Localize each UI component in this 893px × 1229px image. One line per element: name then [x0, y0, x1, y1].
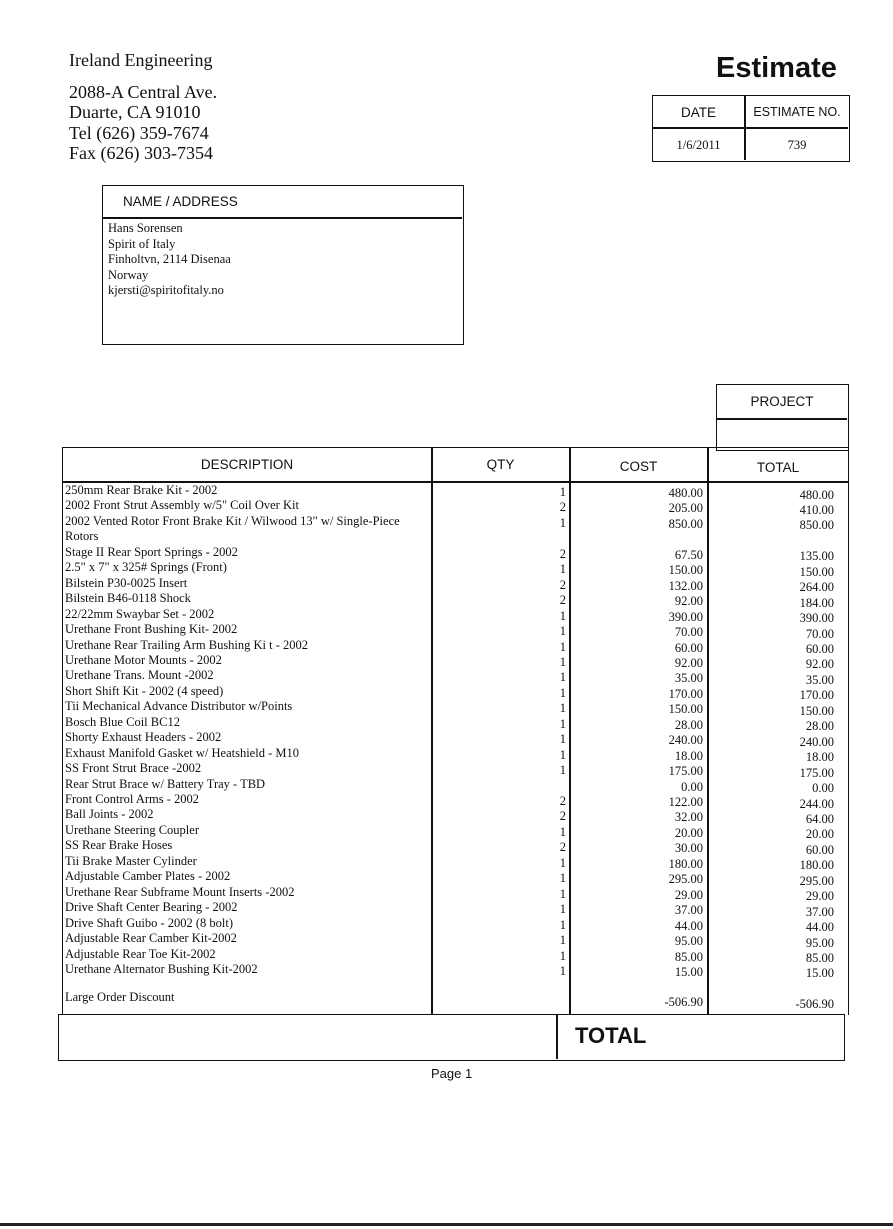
row-description: 250mm Rear Brake Kit - 2002 — [65, 483, 218, 497]
row-cost: 29.00 — [674, 887, 703, 902]
row-description: Adjustable Rear Camber Kit-2002 — [65, 931, 237, 946]
row-qty: 1 — [559, 716, 566, 731]
row-qty: 2 — [559, 577, 566, 592]
address-line: Spirit of Italy — [108, 236, 176, 251]
estimate-number-label: ESTIMATE NO. — [753, 105, 841, 119]
row-cost: 32.00 — [674, 810, 703, 825]
row-qty: 1 — [559, 685, 566, 700]
row-qty: 1 — [559, 871, 566, 886]
row-cost: 0.00 — [681, 779, 703, 794]
row-total: 29.00 — [805, 889, 834, 904]
row-total: 135.00 — [799, 549, 834, 564]
row-total: 264.00 — [799, 580, 834, 595]
row-cost: 150.00 — [668, 563, 703, 578]
row-total: 240.00 — [799, 734, 834, 749]
row-qty: 1 — [559, 963, 566, 978]
row-qty: 1 — [559, 948, 566, 963]
company-address1: 2088-A Central Ave. — [69, 81, 218, 102]
row-cost: 295.00 — [668, 872, 703, 887]
row-cost: 85.00 — [674, 949, 703, 964]
row-total: 60.00 — [805, 642, 834, 656]
row-description: Bosch Blue Coil BC12 — [65, 714, 180, 729]
estimate-number-value: 739 — [787, 138, 807, 152]
row-description: Urethane Trans. Mount -2002 — [65, 668, 214, 683]
row-description: Tii Brake Master Cylinder — [65, 853, 197, 868]
row-cost: 92.00 — [674, 655, 703, 670]
row-description: Rear Strut Brace w/ Battery Tray - TBD — [65, 776, 266, 791]
row-qty: 1 — [559, 639, 566, 654]
row-total: 28.00 — [805, 719, 834, 734]
scan-edge-divider — [0, 1223, 893, 1226]
row-cost: 95.00 — [674, 934, 703, 949]
row-cost: 28.00 — [674, 717, 703, 732]
discount-description: Large Order Discount — [65, 990, 175, 1004]
row-description: Front Control Arms - 2002 — [65, 792, 200, 806]
company-address2: Duarte, CA 91010 — [69, 102, 201, 122]
row-cost: 170.00 — [668, 686, 703, 701]
row-cost: 35.00 — [674, 671, 703, 686]
row-qty: 2 — [559, 500, 566, 515]
row-qty: 1 — [559, 917, 566, 932]
row-qty: 1 — [559, 855, 566, 870]
row-total: 18.00 — [805, 750, 834, 765]
row-qty: 1 — [559, 747, 566, 762]
row-cost: 44.00 — [674, 918, 703, 933]
address-line: Finholtvn, 2114 Disenaa — [108, 252, 231, 266]
row-total: 85.00 — [805, 951, 834, 965]
company-name: Ireland Engineering — [69, 50, 213, 70]
row-description: 22/22mm Swaybar Set - 2002 — [65, 606, 215, 621]
row-qty: 2 — [559, 809, 566, 824]
row-total: 15.00 — [805, 966, 834, 981]
row-cost: 240.00 — [668, 733, 703, 748]
row-cost: 122.00 — [668, 795, 703, 809]
row-description: SS Front Strut Brace -2002 — [65, 761, 202, 776]
row-total: 850.00 — [799, 518, 834, 533]
row-description: Drive Shaft Guibo - 2002 (8 bolt) — [65, 915, 234, 930]
row-qty: 1 — [559, 763, 566, 778]
row-description: SS Rear Brake Hoses — [65, 838, 173, 853]
row-cost: 92.00 — [674, 594, 703, 609]
row-cost: 150.00 — [668, 702, 703, 717]
row-qty: 2 — [559, 840, 566, 855]
row-cost: 60.00 — [674, 640, 703, 655]
row-description: 2002 Vented Rotor Front Brake Kit / Wilwood 13" w/ Single-Piece — [65, 513, 400, 528]
address-line: kjersti@spiritofitaly.no — [108, 283, 224, 297]
row-description: Urethane Steering Coupler — [65, 822, 199, 837]
column-header-qty: QTY — [486, 457, 515, 472]
row-qty: 1 — [559, 515, 566, 530]
row-qty: 2 — [559, 593, 566, 608]
column-header-cost: COST — [619, 459, 658, 474]
discount-cost: -506.90 — [664, 995, 703, 1009]
row-cost: 205.00 — [668, 501, 703, 516]
address-line: Norway — [108, 267, 149, 282]
row-total: 184.00 — [799, 595, 834, 610]
row-cost: 20.00 — [674, 825, 703, 840]
column-header-description: DESCRIPTION — [200, 457, 294, 472]
row-total: 92.00 — [805, 657, 834, 672]
row-total: 20.00 — [805, 827, 834, 842]
row-cost: 67.50 — [674, 547, 703, 562]
row-total: 60.00 — [805, 842, 834, 857]
page-number: Page 1 — [431, 1066, 473, 1081]
row-total: 170.00 — [799, 688, 834, 703]
row-qty: 1 — [559, 824, 566, 839]
row-total: 180.00 — [799, 858, 834, 873]
row-description: Ball Joints - 2002 — [65, 807, 154, 822]
row-cost: 480.00 — [668, 486, 703, 500]
row-description: Urethane Rear Subframe Mount Inserts -2002 — [65, 884, 295, 899]
row-qty: 1 — [559, 670, 566, 685]
row-description: Urethane Motor Mounts - 2002 — [65, 652, 222, 667]
company-fax: Fax (626) 303-7354 — [69, 143, 213, 163]
name-address-box — [102, 185, 464, 345]
row-total: 35.00 — [805, 672, 834, 687]
row-description: Exhaust Manifold Gasket w/ Heatshield - M10 — [65, 745, 299, 760]
row-total: 64.00 — [805, 811, 834, 826]
row-cost: 15.00 — [674, 964, 703, 979]
row-description: Adjustable Camber Plates - 2002 — [65, 869, 231, 884]
row-description: Drive Shaft Center Bearing - 2002 — [65, 900, 238, 915]
row-qty: 1 — [559, 485, 566, 499]
row-qty: 1 — [559, 732, 566, 747]
document-title: Estimate — [716, 52, 837, 84]
total-box — [58, 1014, 845, 1061]
row-description: Shorty Exhaust Headers - 2002 — [65, 730, 222, 745]
row-total: 175.00 — [799, 765, 834, 780]
row-qty: 1 — [559, 701, 566, 716]
row-total: 37.00 — [805, 904, 834, 919]
row-description: Urethane Front Bushing Kit- 2002 — [65, 622, 238, 637]
row-description: Bilstein P30-0025 Insert — [65, 575, 188, 590]
row-qty: 1 — [559, 886, 566, 901]
company-block — [69, 50, 217, 164]
row-qty: 1 — [559, 624, 566, 639]
row-total: 0.00 — [812, 781, 834, 796]
row-description: Short Shift Kit - 2002 (4 speed) — [65, 683, 224, 698]
row-total: 44.00 — [805, 920, 834, 935]
row-qty: 1 — [559, 902, 566, 917]
row-total: 70.00 — [805, 626, 834, 641]
row-cost: 18.00 — [674, 748, 703, 763]
row-description: Rotors — [65, 529, 99, 544]
row-description: Adjustable Rear Toe Kit-2002 — [65, 946, 216, 961]
row-total: 295.00 — [799, 873, 834, 888]
row-description: Bilstein B46-0118 Shock — [65, 591, 191, 606]
row-qty: 1 — [559, 608, 566, 623]
discount-total: -506.90 — [795, 997, 834, 1011]
row-description: Stage II Rear Sport Springs - 2002 — [65, 544, 238, 559]
row-total: 150.00 — [799, 564, 834, 579]
row-description: 2002 Front Strut Assembly w/5" Coil Over Kit — [65, 498, 299, 513]
date-label: DATE — [680, 105, 716, 120]
project-label: PROJECT — [750, 394, 814, 409]
row-qty: 2 — [559, 546, 566, 561]
row-description: Urethane Rear Trailing Arm Bushing Ki t - 2002 — [65, 637, 309, 652]
name-address-lines — [108, 221, 231, 299]
company-tel: Tel (626) 359-7674 — [69, 122, 209, 143]
project-box — [716, 384, 849, 451]
row-qty: 1 — [559, 933, 566, 948]
row-cost: 175.00 — [668, 764, 703, 779]
row-total: 244.00 — [799, 796, 834, 811]
row-cost: 180.00 — [668, 856, 703, 871]
row-cost: 132.00 — [668, 578, 703, 593]
row-cost: 850.00 — [668, 516, 703, 531]
row-total: 480.00 — [799, 487, 834, 502]
name-address-label: NAME / ADDRESS — [123, 194, 238, 209]
row-description: Urethane Alternator Bushing Kit-2002 — [65, 961, 258, 976]
date-value: 1/6/2011 — [676, 138, 721, 152]
row-total: 410.00 — [799, 502, 834, 517]
row-total: 95.00 — [805, 935, 834, 950]
row-description: 2.5" x 7" x 325# Springs (Front) — [65, 560, 227, 575]
column-header-total: TOTAL — [756, 460, 800, 475]
row-qty: 1 — [559, 562, 566, 577]
row-total: 150.00 — [799, 703, 834, 718]
estimate-meta-box — [652, 95, 850, 162]
row-cost: 30.00 — [674, 841, 703, 856]
row-cost: 390.00 — [668, 609, 703, 624]
row-cost: 37.00 — [674, 903, 703, 918]
total-label: TOTAL — [575, 1023, 647, 1048]
row-qty: 1 — [559, 654, 566, 669]
row-description: Tii Mechanical Advance Distributor w/Points — [65, 699, 293, 714]
row-total: 390.00 — [799, 611, 834, 626]
address-line: Hans Sorensen — [108, 221, 183, 235]
row-qty: 2 — [559, 794, 566, 808]
row-cost: 70.00 — [674, 625, 703, 640]
